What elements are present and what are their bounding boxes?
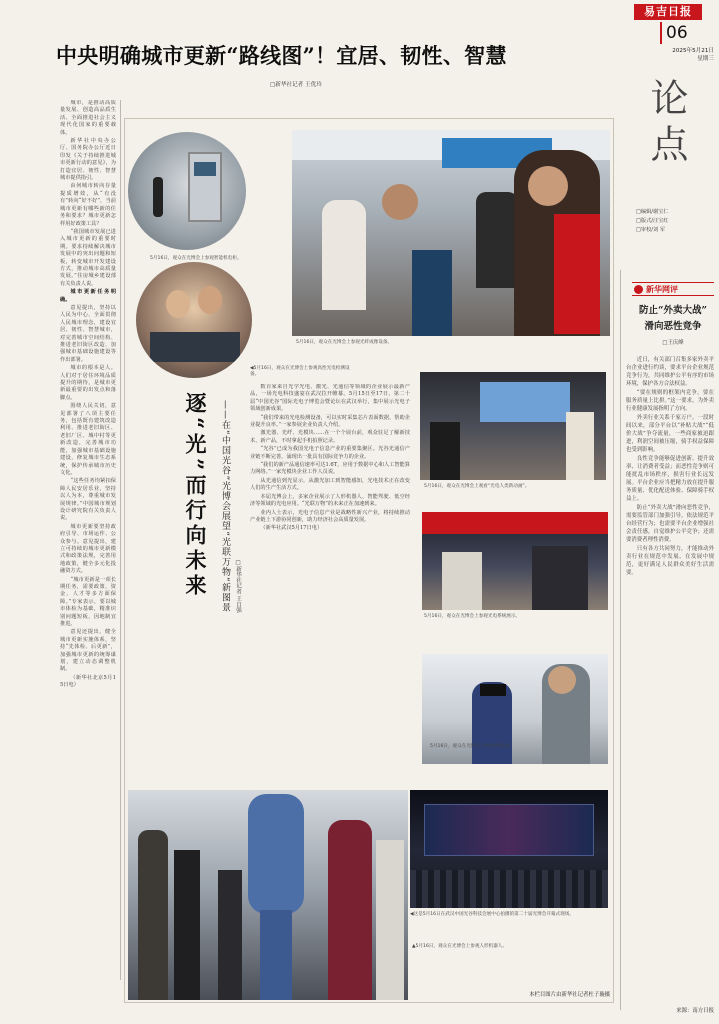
photo-exhibit-booth [422, 512, 608, 610]
photo-control-cabinet [128, 132, 246, 250]
paragraph: 本届光博会上，多家企业展示了人形机器人、智能驾驶、低空经济等领域的光电应用。“光联万物”的未来正在加速到来。 [250, 493, 410, 508]
column-divider [120, 100, 121, 980]
photo-caption: ◀这是5月16日在武汉中国光谷科技会展中心拍摄的第二十届光博会开幕式现场。 [410, 912, 574, 917]
photo-opening-ceremony [410, 790, 608, 908]
photo-exhibit-screen [420, 372, 606, 480]
issue-date: 2025年5月21日 [672, 48, 714, 54]
editor-line: □编辑/谢宝仁 [636, 209, 669, 215]
commentary-divider [620, 270, 621, 1010]
paragraph: 从光通信到光显示，从激光加工到智能感知，光电技术正在改变人们的生产生活方式。 [250, 477, 410, 492]
photo-caption: 5月16日，观众在光博会上观看“光电人类新动画”。 [424, 484, 530, 489]
paragraph: “我们的新产品通信速率可达1.6T，应用于数据中心和人工智能算力网络。”一家光模块企业工作人员说。 [250, 462, 410, 476]
feature-title: 逐“光”而行向未来 [183, 392, 208, 600]
paragraph: 数百家来自光学光电、激光、光通信等领域的企业展示最新产品，一场光电科技盛宴在武汉拉开帷幕。5月15日至17日，第二十届“中国光谷”国际光电子博览会暨论坛在武汉举行，集中展示光电子领域创新成果。 [250, 384, 410, 413]
subhead: 城市更新任务明确。 [60, 289, 116, 303]
editor-credits [636, 208, 712, 235]
masthead [618, 4, 714, 62]
paragraph: “我们带来的光电检测设备，可以实时采集芯片表面数据，帮助企业提升良率。”一家参展企业负责人介绍。 [250, 414, 410, 429]
photo-caption: ▲5月16日，观众在光博会上参观人形机器人。 [412, 944, 507, 949]
feature-byline: □新华社记者 王自强 [235, 560, 241, 613]
commentary-headline-2: 滑向恶性竞争 [644, 321, 702, 332]
paragraph: 意见还提出，健全城市更新实施体系，坚持“先体检、后更新”，加强城市更新的统筹谋划，建立动态调整机制。 [60, 629, 116, 673]
photo-caption: 5月16日，观众在光博会上体验VR设备。 [430, 744, 515, 749]
photo-visitors-cameras [292, 130, 610, 336]
commentary-body [626, 356, 714, 1000]
paragraph: 城市的根本是人。人们对于居住环境品质提升的期待，是城市更新最重要的出发点和落脚点。 [60, 365, 116, 401]
photo-caption: 5月16日，观众在光博会上参观智能机电柜。 [150, 256, 242, 261]
paragraph: 业内人士表示，光电子信息产业是战略性新兴产业，将持续推动产业链上下游协同创新，助力经济社会高质量发展。 [250, 509, 410, 523]
paragraph: “城市更新是一项长期任务，需要政策、资金、人才等多方面保障。”专家表示，要以城市体检为基础，精准识别问题短板，因地制宜推进。 [60, 576, 116, 628]
paragraph: “这些任务均紧扣保障人民安居乐业，坚持以人为本，尊重城市发展规律。”中国城市规划设计研究院有关负责人说。 [60, 478, 116, 522]
paragraph: 只有各方共同努力，才能推动外卖行业在规范中发展、在发展中规范，更好满足人民群众美好生活需要。 [626, 546, 714, 576]
photo-caption: ◀5月16日，观众在光博会上参观高性光电检测设备。 [250, 366, 350, 377]
paragraph: 由何城市转向存量提质增效，从“有没有”转向“好不好”，当前城市更新有哪些新的任务和要求？城市更新怎样用好政策工具？ [60, 183, 116, 227]
commentary-source: 来源：南方日报 [676, 1008, 714, 1014]
paragraph: “我国城市发展已进入城市更新的重要时期。要求持续解决城市发展中的突出问题和短板，转变城市开发建设方式，推动城市高质量发展。”住房城乡建设部有关负责人说。 [60, 228, 116, 287]
paragraph: 围绕人民关切，意见部署了八项主要任务，包括既有建筑改造利用、推进老旧街区、老旧厂区、城中村等更新改造，完善城市功能，加强城市基础设施建设，修复城市生态系统，保护传承城市历史文化。 [60, 403, 116, 476]
section-glyph: 论点 [644, 78, 688, 170]
designer-line: □版式/汪宝红 [636, 218, 669, 224]
paragraph: “光谷”已成为我国光电子信息产业的重要集聚区。光谷光通信产业链不断完善，涌现出一批具有国际竞争力的企业。 [250, 446, 410, 460]
paragraph: 外卖行业关系千家万户。一段时间以来，部分平台以“补贴大战”“低价大战”争夺流量，一些商家被迫跟进，利润空间被压缩，骑手权益保障也受到影响。 [626, 415, 714, 453]
paragraph: “要在规则的框架内竞争，要在服务质量上比拼。”这一要求，为外卖行业健康发展指明了方向。 [626, 390, 714, 412]
issue-weekday: 星期三 [697, 56, 714, 62]
paragraph: 激光器、光纤、光模块……在一个个展台前，观众驻足了解新技术、新产品，不时拿起手机拍照记录。 [250, 430, 410, 444]
feature-body [250, 384, 410, 784]
feature-subtitle: ——在“中国光谷”光博会展望“光联万物”新图景 [220, 400, 230, 613]
commentary-label-text: 新华网评 [646, 285, 678, 294]
photo-credit: 本栏目图片由新华社记者杜子璇摄 [529, 992, 610, 998]
paper-logo: 易吉日报 [634, 4, 702, 20]
ceremony-stage-screen [424, 804, 594, 856]
main-article-body [60, 100, 116, 980]
dateline: （新华社武汉5月17日电） [260, 525, 323, 532]
page-number: 06 [660, 22, 708, 44]
dateline: （新华社北京5月15日电） [60, 674, 116, 689]
main-byline: □新华社记者 王优玲 [270, 82, 322, 88]
photo-caption: 5月16日，观众在光博会上参观光纤成像设备。 [296, 340, 393, 345]
paragraph: 良性竞争能够促进创新、提升效率、让消费者受益；而恶性竞争则可能扰乱市场秩序，损害行业长远发展。平台企业应当把精力放在提升服务质量、优化配送体验、保障骑手权益上。 [626, 456, 714, 502]
paragraph: 城市，是推动高质量发展、创造高品质生活、全面推进社会主义现代化国家的重要载体。 [60, 100, 116, 136]
photo-children-robots [136, 262, 252, 378]
photo-humanoid-robot [128, 790, 408, 1000]
proofreader-line: □审校/刘 军 [636, 227, 666, 233]
paragraph: 近日，有关部门召集多家外卖平台企业进行约谈，要求平台企业规范竞争行为，共同维护公平有序的市场环境，保护各方合法权益。 [626, 357, 714, 387]
paragraph: 新华社中央办公厅、国务院办公厅近日印发《关于持续推进城市更新行动的意见》，为打造宜居、韧性、智慧城市提供指引。 [60, 138, 116, 182]
commentary-badge-icon [634, 285, 643, 294]
commentary-headline-1: 防止“外卖大战” [639, 305, 707, 316]
commentary-label [632, 282, 714, 296]
photo-caption: 5月16日，观众在光博会上参观光电系统展示。 [424, 614, 521, 619]
paragraph: 防止“外卖大战”滑向恶性竞争，需要监管部门加强引导，依法规范平台经营行为；也需要平台企业增强社会责任感，自觉维护公平竞争；还需要消费者理性消费。 [626, 505, 714, 543]
page-title: 中央明确城市更新“路线图”！宜居、韧性、智慧 [56, 43, 507, 68]
paragraph: 意见提出，坚持以人民为中心，全面贯彻人民城市理念，建设宜居、韧性、智慧城市，对完善城市空间结构、推进老旧街区改造、加强城市基础设施建设等作出部署。 [60, 304, 116, 363]
commentary-byline: □王庆峰 [662, 340, 684, 346]
paragraph: 城市更新要坚持政府引导、市场运作、公众参与。意见提出，建立可持续的城市更新模式和政策法规，完善用地政策，健全多元化投融资方式。 [60, 523, 116, 575]
